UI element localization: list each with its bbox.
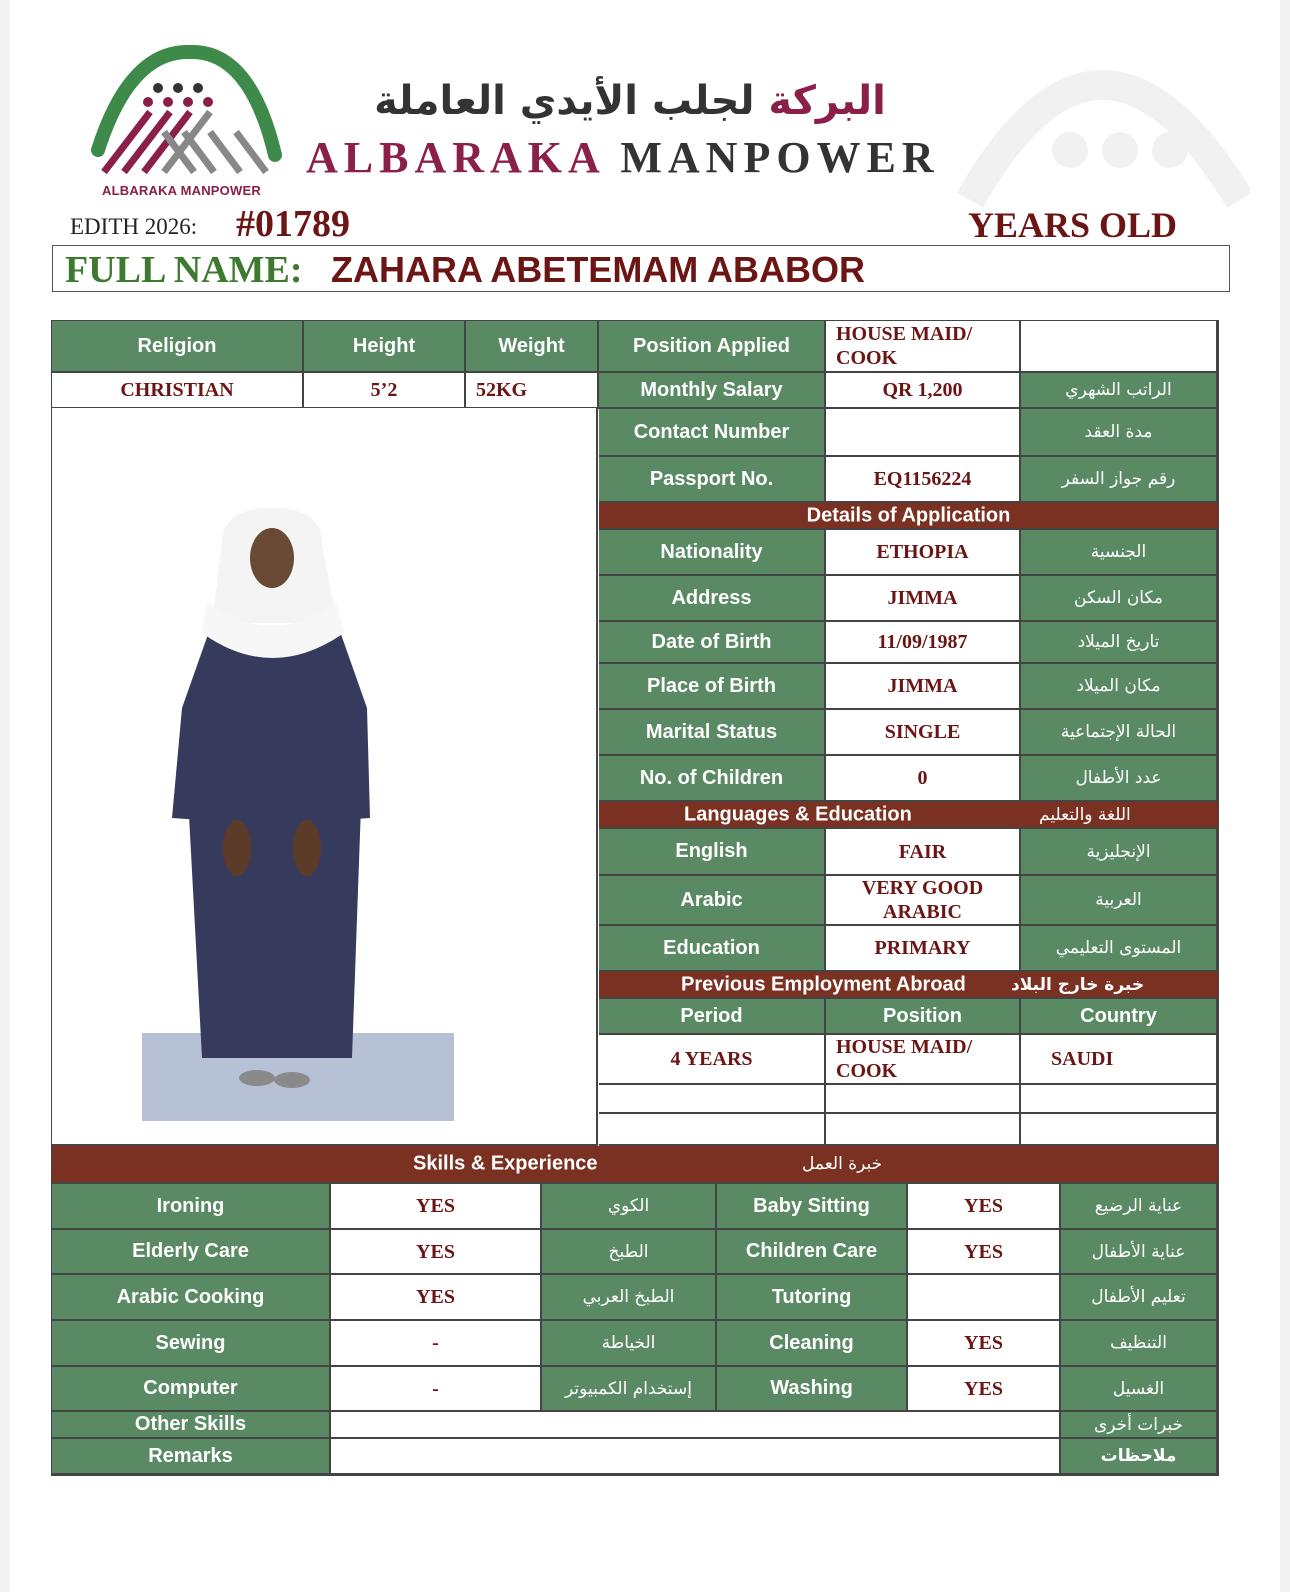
skills-band-title: Skills & Experience xyxy=(413,1152,598,1175)
skill-arabic: التنظيف xyxy=(1061,1321,1218,1367)
details-row-label: No. of Children xyxy=(599,756,826,802)
details-row-value: JIMMA xyxy=(826,576,1021,622)
employment-blank-cell xyxy=(599,1085,826,1114)
skill-label: Tutoring xyxy=(717,1275,908,1321)
details-row-label: Address xyxy=(599,576,826,622)
brand-english-part1: ALBARAKA xyxy=(306,133,604,182)
skill-label: Washing xyxy=(717,1367,908,1412)
skill-value xyxy=(908,1275,1061,1321)
details-row-value: 0 xyxy=(826,756,1021,802)
skill-value: YES xyxy=(908,1367,1061,1412)
height-value: 5’2 xyxy=(304,373,466,409)
remarks-label: Remarks xyxy=(52,1439,331,1475)
passport-value: EQ1156224 xyxy=(826,457,1021,503)
skill-label: Computer xyxy=(52,1367,331,1412)
details-row-value: 11/09/1987 xyxy=(826,622,1021,664)
skill-arabic: الكوي xyxy=(542,1184,717,1230)
height-header: Height xyxy=(304,321,466,373)
skill-arabic: الخياطة xyxy=(542,1321,717,1367)
languages-band-arabic: اللغة والتعليم xyxy=(1039,804,1131,825)
skill-value: YES xyxy=(908,1321,1061,1367)
language-row-arabic: الإنجليزية xyxy=(1021,829,1218,876)
skill-arabic: عناية الرضيع xyxy=(1061,1184,1218,1230)
position-applied-blank xyxy=(1021,321,1218,373)
full-name-value: ZAHARA ABETEMAM ABABOR xyxy=(331,249,865,290)
details-row-arabic: مكان الميلاد xyxy=(1021,664,1218,710)
skills-band xyxy=(52,1146,1218,1184)
language-row-value: PRIMARY xyxy=(826,926,1021,972)
other-skills-label: Other Skills xyxy=(52,1412,331,1439)
employment-blank-cell xyxy=(599,1114,826,1146)
skill-arabic: الطبخ العربي xyxy=(542,1275,717,1321)
employment-blank-cell xyxy=(1021,1114,1218,1146)
age-label: YEARS OLD xyxy=(968,205,1178,245)
position-applied-value: HOUSE MAID/ COOK xyxy=(826,321,1021,373)
monthly-salary-arabic: الراتب الشهري xyxy=(1021,373,1218,409)
skill-arabic: تعليم الأطفال xyxy=(1061,1275,1218,1321)
details-row-value: SINGLE xyxy=(826,710,1021,756)
employment-band xyxy=(599,972,1218,999)
employment-blank-cell xyxy=(826,1085,1021,1114)
skill-label: Ironing xyxy=(52,1184,331,1230)
details-row-value: JIMMA xyxy=(826,664,1021,710)
employment-band-arabic: خبرة خارج البلاد xyxy=(1011,974,1145,995)
brand-english-part2: MANPOWER xyxy=(620,133,940,182)
skill-value: YES xyxy=(908,1184,1061,1230)
skill-label: Cleaning xyxy=(717,1321,908,1367)
employment-band-title: Previous Employment Abroad xyxy=(681,973,966,995)
brand-arabic-part1: البركة xyxy=(768,78,886,124)
company-logo xyxy=(90,40,290,200)
monthly-salary-label: Monthly Salary xyxy=(599,373,826,409)
religion-value: CHRISTIAN xyxy=(52,373,304,409)
reference-number: #01789 xyxy=(236,203,350,245)
employment-blank-cell xyxy=(1021,1085,1218,1114)
details-row-arabic: عدد الأطفال xyxy=(1021,756,1218,802)
details-row-arabic: الحالة الإجتماعية xyxy=(1021,710,1218,756)
skill-label: Baby Sitting xyxy=(717,1184,908,1230)
watermark-logo xyxy=(950,10,1250,210)
full-name-box xyxy=(52,245,1230,292)
details-row-arabic: الجنسية xyxy=(1021,530,1218,576)
employment-period: 4 YEARS xyxy=(599,1035,826,1085)
employment-header-country: Country xyxy=(1021,999,1218,1035)
employment-blank-cell xyxy=(826,1114,1021,1146)
languages-band xyxy=(599,802,1218,829)
employment-header-position: Position xyxy=(826,999,1021,1035)
skill-value: YES xyxy=(908,1230,1061,1275)
language-row-label: English xyxy=(599,829,826,876)
details-row-label: Place of Birth xyxy=(599,664,826,710)
monthly-salary-value: QR 1,200 xyxy=(826,373,1021,409)
employment-country: SAUDI xyxy=(1021,1035,1218,1085)
language-row-value: FAIR xyxy=(826,829,1021,876)
edition-label: EDITH 2026: xyxy=(70,214,198,239)
religion-header: Religion xyxy=(52,321,304,373)
skill-arabic: الطبخ xyxy=(542,1230,717,1275)
employment-header-period: Period xyxy=(599,999,826,1035)
details-row-arabic: تاريخ الميلاد xyxy=(1021,622,1218,664)
remarks-arabic: ملاحظات xyxy=(1061,1439,1218,1475)
contact-number-value xyxy=(826,409,1021,457)
language-row-arabic: العربية xyxy=(1021,876,1218,926)
brand-arabic xyxy=(300,78,960,124)
language-row-label: Arabic xyxy=(599,876,826,926)
details-band-title: Details of Application xyxy=(806,504,1011,526)
details-row-value: ETHOPIA xyxy=(826,530,1021,576)
skill-arabic: عناية الأطفال xyxy=(1061,1230,1218,1275)
passport-label: Passport No. xyxy=(599,457,826,503)
weight-header: Weight xyxy=(466,321,599,373)
passport-arabic: رقم جواز السفر xyxy=(1021,457,1218,503)
language-row-label: Education xyxy=(599,926,826,972)
brand-english xyxy=(306,132,940,183)
skill-arabic: إستخدام الكمبيوتر xyxy=(542,1367,717,1412)
candidate-photo xyxy=(52,408,598,1146)
details-row-label: Nationality xyxy=(599,530,826,576)
skill-value: YES xyxy=(331,1275,542,1321)
skill-label: Sewing xyxy=(52,1321,331,1367)
contract-duration-arabic: مدة العقد xyxy=(1021,409,1218,457)
details-band xyxy=(599,503,1218,530)
skill-value: - xyxy=(331,1321,542,1367)
contact-number-label: Contact Number xyxy=(599,409,826,457)
logo-caption: ALBARAKA MANPOWER xyxy=(102,183,261,198)
details-row-arabic: مكان السكن xyxy=(1021,576,1218,622)
position-applied-label: Position Applied xyxy=(599,321,826,373)
languages-band-title: Languages & Education xyxy=(684,803,912,825)
skills-band-arabic: خبرة العمل xyxy=(802,1154,883,1174)
skill-value: YES xyxy=(331,1184,542,1230)
employment-position: HOUSE MAID/ COOK xyxy=(826,1035,1021,1085)
other-skills-arabic: خبرات أخرى xyxy=(1061,1412,1218,1439)
weight-value: 52KG xyxy=(466,373,599,409)
skill-value: - xyxy=(331,1367,542,1412)
brand-arabic-part2: لجلب الأيدي العاملة xyxy=(374,78,755,124)
remarks-value xyxy=(331,1439,1061,1475)
language-row-arabic: المستوى التعليمي xyxy=(1021,926,1218,972)
skill-label: Arabic Cooking xyxy=(52,1275,331,1321)
skill-label: Children Care xyxy=(717,1230,908,1275)
skill-arabic: الغسيل xyxy=(1061,1367,1218,1412)
candidate-photo-image xyxy=(52,408,598,1146)
language-row-value: VERY GOOD ARABIC xyxy=(826,876,1021,926)
skill-label: Elderly Care xyxy=(52,1230,331,1275)
details-row-label: Marital Status xyxy=(599,710,826,756)
other-skills-value xyxy=(331,1412,1061,1439)
details-row-label: Date of Birth xyxy=(599,622,826,664)
skill-value: YES xyxy=(331,1230,542,1275)
full-name-label: FULL NAME: xyxy=(65,249,303,291)
